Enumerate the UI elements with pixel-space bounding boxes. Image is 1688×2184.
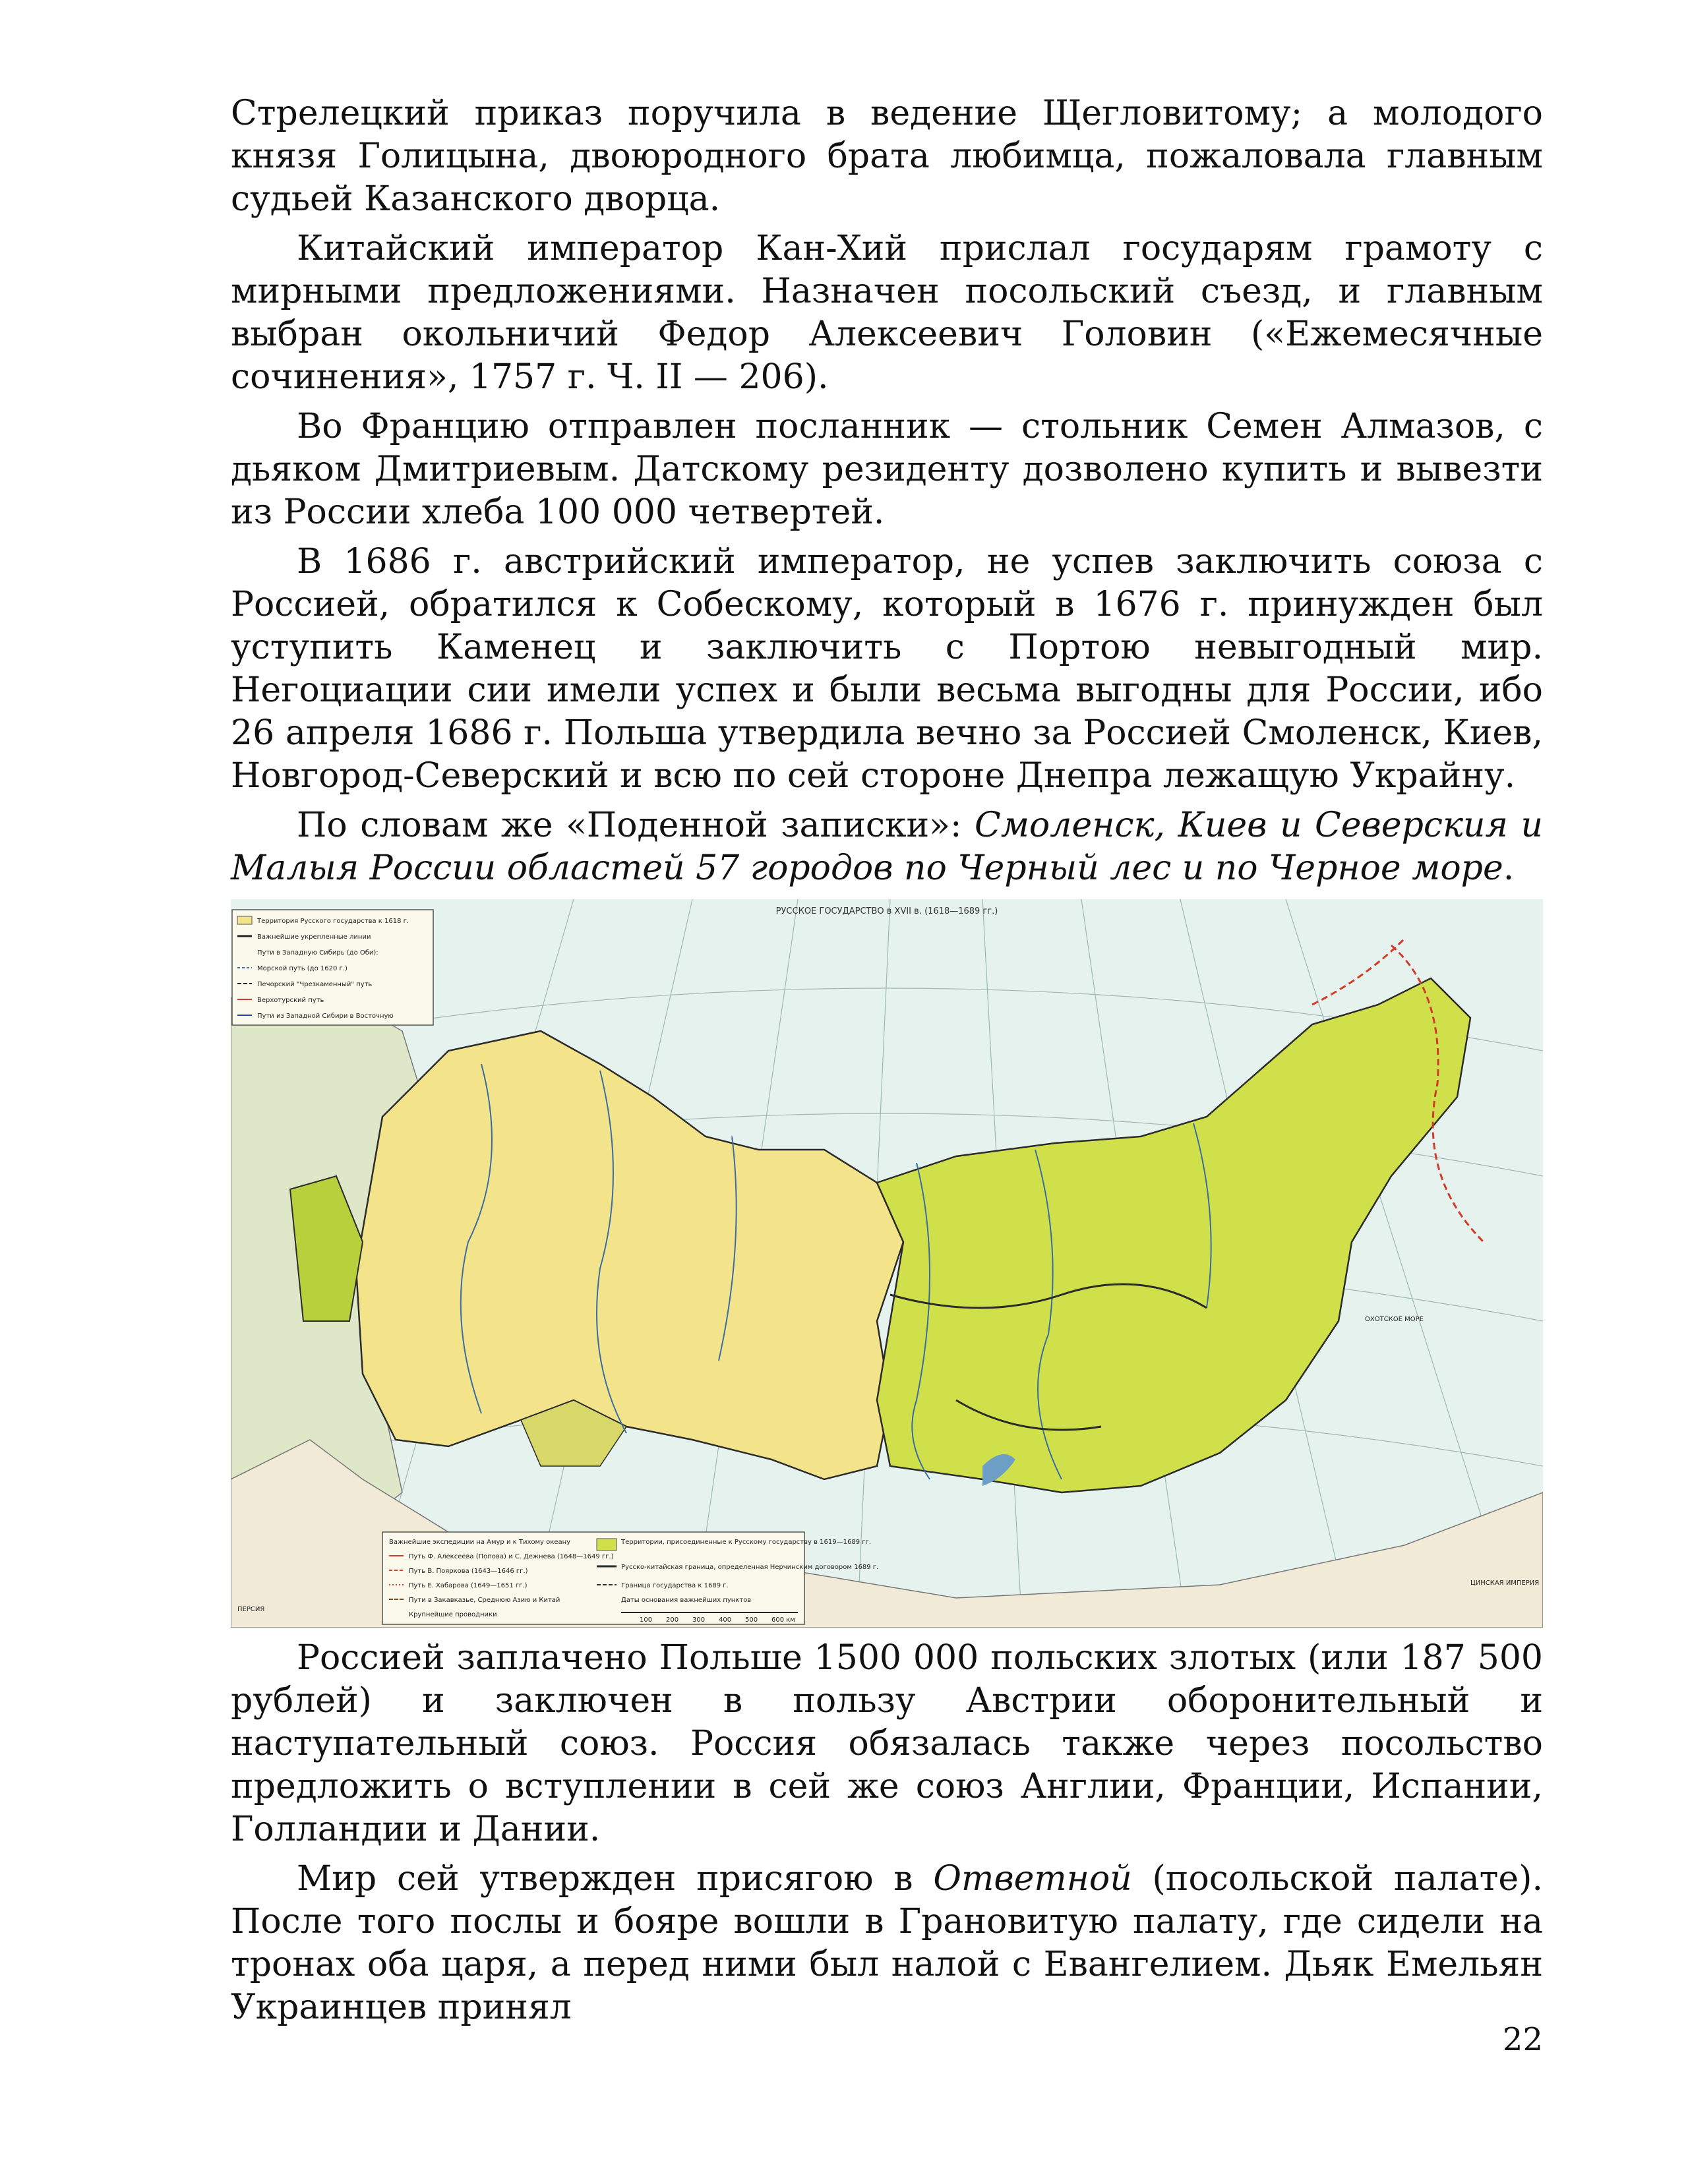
legend-item-south-routes: Пути в Закавказье, Среднюю Азию и Китай	[409, 1597, 560, 1604]
paragraph-7	[231, 1858, 1543, 2029]
legend-item-verkhoturye-route: Верхотурский путь	[257, 997, 324, 1004]
map-title: РУССКОЕ ГОСУДАРСТВО в XVII в. (1618—1689 гг.)	[775, 906, 998, 916]
paragraph-5-lead: По словам же «Поденной записки»:	[297, 806, 975, 845]
page-number: 22	[1502, 2021, 1543, 2058]
document-page	[231, 92, 1543, 2029]
paragraph-5-quote: Смоленск, Киев и Северския и Малыя России областей 57 городов по Черный лес и по Черное море	[231, 806, 1544, 888]
legend-item-guides: Крупнейшие проводники	[409, 1611, 497, 1618]
paragraph-5-end: .	[1503, 848, 1515, 888]
legend-item-fortified-lines: Важнейшие укрепленные линии	[257, 933, 371, 941]
paragraph-4: В 1686 г. австрийский император, не успев заключить союза с Россией, обратился к Собескому, который в 1676 г. принужден был уступить Каменец и заключить с Портою невыгодный мир. Негоциации сии имели успех и были весьма выгодны для России, ибо 26 апреля 1686 г. Польша утвердила вечно за Россией Смоленск, Киев, Новгород-Северский и всю по сей стороне Днепра лежащую Украйну.	[231, 542, 1543, 796]
legend-item-1618: Территория Русского государства к 1618 г.	[257, 918, 409, 925]
scale-label-500: 500	[745, 1616, 758, 1624]
paragraph-1: Стрелецкий приказ поручила в ведение Щегловитому; а молодого князя Голицына, двоюродного брата любимца, пожаловала главным судьей Казанского дворца.	[231, 94, 1543, 219]
paragraph-3: Во Францию отправлен посланник — стольник Семен Алмазов, с дьяком Дмитриевым. Датскому резиденту дозволено купить и вывезти из России хлеба 100 000 четвертей.	[231, 407, 1543, 532]
historical-map-figure	[231, 899, 1543, 1628]
legend-item-border-1689: Граница государства к 1689 г.	[621, 1582, 729, 1589]
legend-expeditions-heading: Важнейшие экспедиции на Амур и к Тихому океану	[389, 1539, 571, 1546]
scale-label-400: 400	[719, 1616, 732, 1624]
legend-item-poyarkov: Путь В. Пояркова (1643—1646 гг.)	[409, 1568, 528, 1575]
legend-item-routes-west-siberia: Пути в Западную Сибирь (до Оби):	[257, 949, 378, 957]
legend-item-khabarov: Путь Е. Хабарова (1649—1651 гг.)	[409, 1582, 528, 1589]
legend-item-annexed: Территории, присоединенные к Русскому государству в 1619—1689 гг.	[621, 1539, 871, 1546]
paragraph-2: Китайский император Кан-Хий прислал государям грамоту с мирными предложениями. Назначен посольский съезд, и главным выбран окольничий Федор Алексеевич Головин («Ежемесячные сочинения», 1757 г. Ч. II — 206).	[231, 229, 1543, 397]
scale-label-600: 600 км	[771, 1616, 795, 1624]
legend-item-dates: Даты основания важнейших пунктов	[621, 1597, 752, 1604]
legend-item-nerchinsk-border: Русско-китайская граница, определенная Нерчинским договором 1689 г.	[621, 1564, 879, 1571]
legend-item-pechora-route: Печорский "Чрезкаменный" путь	[257, 981, 373, 988]
legend-item-dezhnev: Путь Ф. Алексеева (Попова) и С. Дежнева (1648—1649 гг.)	[409, 1553, 614, 1560]
scale-label-200: 200	[666, 1616, 679, 1624]
map-legend-top	[232, 910, 433, 1025]
map-legend-bottom	[382, 1532, 878, 1624]
map-label-sea-okhotsk: ОХОТСКОЕ МОРЕ	[1365, 1316, 1424, 1323]
paragraph-6: Россией заплачено Польше 1500 000 польских злотых (или 187 500 рублей) и заключен в пользу Австрии оборонительный и наступательный союз. Россия обязалась также через посольство предложить о вступлении в сей же союз Англии, Франции, Испании, Голландии и Дании.	[231, 1638, 1543, 1849]
scale-label-300: 300	[692, 1616, 706, 1624]
map-label-china: ЦИНСКАЯ ИМПЕРИЯ	[1470, 1579, 1540, 1587]
scale-label-100: 100	[640, 1616, 653, 1624]
legend-item-sea-route: Морской путь (до 1620 г.)	[257, 965, 347, 972]
paragraph-7-end: (посольской палате). После того послы и бояре вошли в Грановитую палату, где сидели на тронах оба царя, а перед ними был налой с Евангелием. Дьяк Емельян Украинцев принял	[231, 1859, 1543, 2027]
legend-item-east-siberia-routes: Пути из Западной Сибири в Восточную	[257, 1013, 394, 1020]
paragraph-7-lead: Мир сей утвержден присягою в	[297, 1859, 934, 1899]
russia-17th-century-map	[231, 899, 1543, 1628]
paragraph-7-italic: Ответной	[933, 1859, 1132, 1899]
paragraph-5	[231, 804, 1543, 890]
map-label-persia: ПЕРСИЯ	[237, 1606, 265, 1613]
